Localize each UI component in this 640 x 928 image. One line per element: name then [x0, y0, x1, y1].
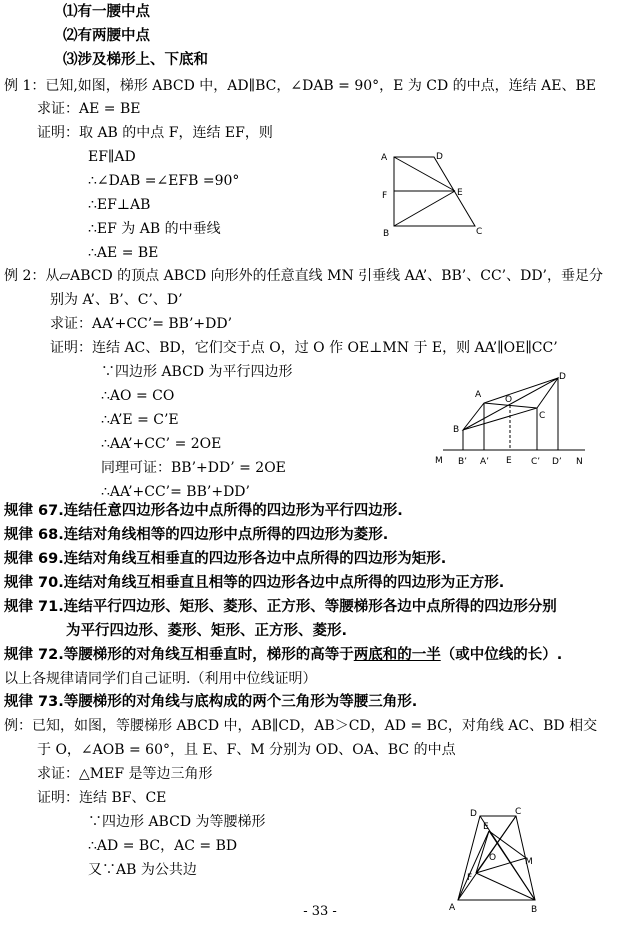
example3-prove: 求证：△MEF 是等边三角形: [37, 766, 213, 782]
vertex-label: M: [435, 456, 443, 466]
vertex-label: C: [515, 807, 522, 817]
rule-72: [4, 645, 562, 665]
case-heading-2: ⑵有两腰中点: [63, 28, 150, 44]
vertex-label: E: [483, 822, 489, 832]
rule-69: 规律 69.连结对角线互相垂直的四边形各边中点所得的四边形为矩形.: [4, 551, 447, 567]
vertex-label: M: [525, 857, 533, 867]
rule-72-tail: （或中位线的长）.: [440, 647, 563, 663]
rule-71: 规律 71.连结平行四边形、矩形、菱形、正方形、等腰梯形各边中点所得的四边形分别: [4, 599, 557, 615]
example3-proof: 证明：连结 BF、CE: [37, 790, 167, 806]
example3-step: ∴AD = BC，AC = BD: [88, 838, 238, 854]
rule-71-cont: 为平行四边形、菱形、矩形、正方形、菱形.: [66, 623, 348, 639]
vertex-label: O: [489, 853, 497, 863]
vertex-label: E: [457, 188, 463, 198]
example1-step: ∴EF⊥AB: [88, 197, 151, 213]
example2-proof: 证明：连结 AC、BD，它们交于点 O，过 O 作 OE⊥MN 于 E，则 AA’∥OE∥CC’: [50, 340, 558, 356]
vertex-label: A’: [480, 457, 490, 467]
example2-step: ∵四边形 ABCD 为平行四边形: [101, 364, 293, 380]
example3-statement-cont: 于 O，∠AOB = 60°，且 E、F、M 分别为 OD、OA、BC 的中点: [37, 742, 456, 758]
vertex-label: D: [470, 809, 477, 819]
vertex-label: E: [506, 456, 512, 466]
rule-70: 规律 70.连结对角线互相垂直且相等的四边形各边中点所得的四边形为正方形.: [4, 575, 505, 591]
vertex-label: A: [475, 390, 482, 400]
vertex-label: F: [382, 191, 388, 201]
vertex-label: B: [453, 425, 460, 435]
vertex-label: A: [449, 903, 456, 913]
example3-step: ∵四边形 ABCD 为等腰梯形: [88, 814, 266, 830]
rule-68: 规律 68.连结对角线相等的四边形中点所得的四边形为菱形.: [4, 527, 389, 543]
example2-step: 同理可证：BB’+DD’ = 2OE: [101, 460, 286, 476]
example1-prove: 求证：AE = BE: [37, 101, 141, 117]
vertex-label: D: [436, 152, 443, 162]
example2-step: ∴AA’+CC’= BB’+DD’: [101, 484, 250, 500]
example2-statement-cont: 别为 A’、B’、C’、D’: [50, 292, 183, 308]
vertex-label: F: [467, 873, 473, 883]
vertex-label: B: [531, 905, 538, 914]
trapezoid-figure-1: [372, 148, 492, 240]
example1-step: ∴∠DAB =∠EFB =90°: [88, 173, 240, 189]
example3-statement: 例：已知，如图，等腰梯形 ABCD 中，AB∥CD，AB＞CD，AD = BC，对角线 AC、BD 相交: [4, 718, 598, 734]
example1-statement: 例 1：已知,如图，梯形 ABCD 中，AD∥BC，∠DAB = 90°，E 为 CD 的中点，连结 AE、BE: [4, 78, 596, 94]
example2-prove: 求证：AA’+CC’= BB’+DD’: [50, 316, 233, 332]
rule-67: 规律 67.连结任意四边形各边中点所得的四边形为平行四边形.: [4, 503, 403, 519]
case-heading-3: ⑶涉及梯形上、下底和: [63, 52, 208, 68]
vertex-label: B’: [458, 457, 468, 467]
case-heading-1: ⑴有一腰中点: [63, 4, 150, 20]
example2-step: ∴AO = CO: [101, 388, 175, 404]
example1-step: ∴EF 为 AB 的中垂线: [88, 221, 221, 237]
example1-step: ∴AE = BE: [88, 245, 159, 261]
example1-step: EF∥AD: [88, 149, 136, 165]
vertex-label: D’: [552, 457, 562, 467]
vertex-label: A: [381, 153, 388, 163]
example2-step: ∴A’E = C’E: [101, 412, 179, 428]
vertex-label: C: [476, 227, 483, 237]
vertex-label: O: [505, 395, 513, 405]
rule-73: 规律 73.等腰梯形的对角线与底构成的两个三角形为等腰三角形.: [4, 694, 418, 710]
rule-72-text: 规律 72.等腰梯形的对角线互相垂直时，梯形的高等于: [4, 647, 354, 663]
vertex-label: B: [383, 229, 390, 239]
vertex-label: C’: [531, 457, 541, 467]
vertex-label: N: [576, 457, 583, 467]
example1-proof: 证明：取 AB 的中点 F，连结 EF，则: [37, 125, 273, 141]
vertex-label: D: [559, 372, 566, 382]
example2-statement: 例 2：从▱ABCD 的顶点 ABCD 向形外的任意直线 MN 引垂线 AA’、BB’、CC’、DD’，垂足分: [4, 268, 604, 284]
rule-72-underlined: 两底和的一半: [353, 647, 441, 663]
rule-note: 以上各规律请同学们自己证明.（利用中位线证明）: [4, 671, 317, 687]
example3-step: 又∵AB 为公共边: [88, 862, 197, 878]
parallelogram-figure-2: [425, 368, 595, 476]
isosceles-trapezoid-figure-3: [442, 802, 552, 914]
page-number: - 33 -: [303, 904, 337, 919]
vertex-label: C: [539, 411, 546, 421]
example2-step: ∴AA’+CC’ = 2OE: [101, 436, 222, 452]
